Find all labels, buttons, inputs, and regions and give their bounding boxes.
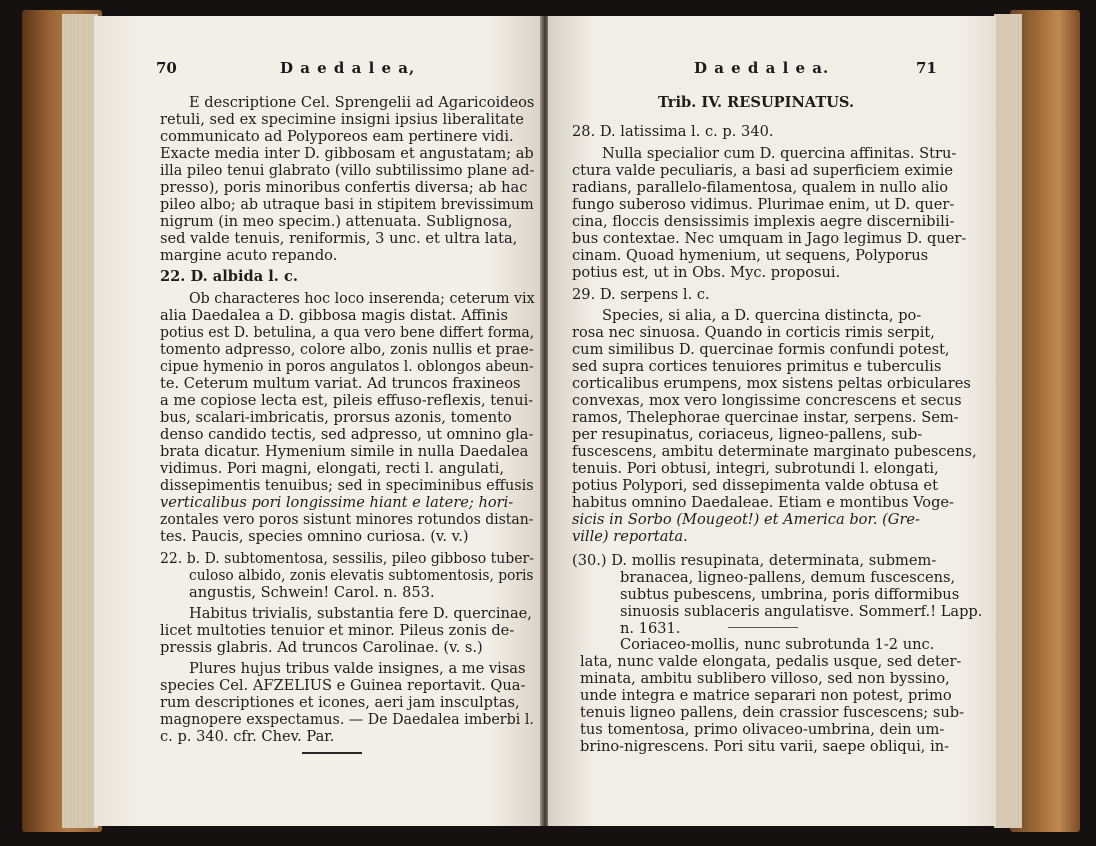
text-line: ctura valde peculiaris, a basi ad superficiem eximie [572,162,954,179]
text-line: fuscescens, ambitu determinate marginato pubescens, [572,443,977,460]
page-number-left: 70 [156,59,177,77]
separator-rule [728,627,798,628]
text-line: brata dicatur. Hymenium simile in nulla Daedalea [160,443,529,460]
text-line: retuli, sed ex specimine insigni ipsius liberalitate [160,111,524,128]
end-rule [302,752,362,754]
text-line: te. Ceterum multum variat. Ad truncos fraxineos [160,375,521,392]
text-line: alia Daedalea a D. gibbosa magis distat. Affinis [160,307,508,324]
text-line: Habitus trivialis, substantia fere D. quercinae, [189,605,532,622]
text-line: cina, floccis densissimis implexis aegre discernibili- [572,213,955,230]
text-line: nigrum (in meo specim.) attenuata. Sublignosa, [160,213,513,230]
text-line: a me copiose lecta est, pileis effuso-reflexis, tenui- [160,392,534,409]
text-line: species Cel. AFZELIUS e Guinea reportavit. Qua- [160,677,526,694]
text-line: culoso albido, zonis elevatis subtomentosis, poris [189,567,534,584]
text-line: communicato ad Polyporeos eam pertinere vidi. [160,128,514,145]
tribe-heading: Trib. IV. RESUPINATUS. [658,94,855,111]
text-line: licet multoties tenuior et minor. Pileus zonis de- [160,622,515,639]
running-head-left: D a e d a l e a, [280,59,416,77]
text-line: cum similibus D. quercinae formis confundi potest, [572,341,950,358]
text-line: presso), poris minoribus confertis diversa; ab hac [160,179,528,196]
text-line: sicis in Sorbo (Mougeot!) et America bor. (Gre- [572,511,920,528]
text-line: tenuis. Pori obtusi, integri, subrotundi l. elongati, [572,460,939,477]
text-line: denso candido tectis, sed adpresso, ut omnino gla- [160,426,534,443]
species-heading: 29. D. serpens l. c. [572,286,710,303]
text-line: Species, si alia, a D. quercina distincta, po- [602,307,922,324]
species-heading: 22. b. D. subtomentosa, sessilis, pileo gibboso tuber- [160,550,534,567]
text-line: ramos, Thelephorae quercinae instar, serpens. Sem- [572,409,959,426]
text-line: cipue hymenio in poros angulatos l. oblongos abeun- [160,358,534,375]
text-line: fungo suberoso vidimus. Plurimae enim, ut D. quer- [572,196,955,213]
text-line: ville) reportata. [572,528,688,545]
text-line: n. 1631. [620,620,681,637]
text-line: per resupinatus, coriaceus, ligneo-pallens, sub- [572,426,923,443]
text-line: tes. Paucis, species omnino curiosa. (v. v.) [160,528,469,545]
text-line: sed supra cortices tenuiores primitus e tuberculis [572,358,942,375]
left-page [94,16,542,826]
right-page [548,16,996,826]
text-line: Nulla specialior cum D. quercina affinitas. Stru- [602,145,957,162]
text-line: convexas, mox vero longissime concrescens et secus [572,392,962,409]
text-line: brino-nigrescens. Pori situ varii, saepe obliqui, in- [580,738,950,755]
running-head-right: D a e d a l e a. [694,59,830,77]
text-line: tus tomentosa, primo olivaceo-umbrina, dein um- [580,721,945,738]
text-line: bus, scalari-imbricatis, prorsus azonis, tomento [160,409,512,426]
text-line: potius est D. betulina, a qua vero bene differt forma, [160,324,535,341]
text-line: Plures hujus tribus valde insignes, a me visas [189,660,526,677]
text-line: sed valde tenuis, reniformis, 3 unc. et ultra lata, [160,230,518,247]
text-line: pileo albo; ab utraque basi in stipitem brevissimum [160,196,534,213]
text-line: potius Polypori, sed dissepimenta valde obtusa et [572,477,938,494]
text-line: rosa nec sinuosa. Quando in corticis rimis serpit, [572,324,935,341]
text-line: bus contextae. Nec umquam in Jago legimus D. quer- [572,230,967,247]
page-edges-right [994,14,1022,828]
text-line: unde integra e matrice separari non potest, primo [580,687,952,704]
text-line: verticalibus pori longissime hiant e latere; hori- [160,494,514,511]
text-line: radians, parallelo-filamentosa, qualem in nullo alio [572,179,949,196]
text-line: magnopere exspectamus. — De Daedalea imberbi l. [160,711,534,728]
text-line: tomento adpresso, colore albo, zonis nullis et prae- [160,341,534,358]
text-line: subtus pubescens, umbrina, poris difformibus [620,586,960,603]
page-number-right: 71 [916,59,937,77]
text-line: E descriptione Cel. Sprengelii ad Agaricoideos [189,94,535,111]
text-line: illa pileo tenui glabrato (villo subtilissimo plane ad- [160,162,535,179]
text-line: dissepimentis tenuibus; sed in speciminibus effusis [160,477,534,494]
text-line: corticalibus erumpens, mox sistens peltas orbiculares [572,375,971,392]
text-line: angustis, Schwein! Carol. n. 853. [189,584,435,601]
text-line: vidimus. Pori magni, elongati, recti l. angulati, [160,460,505,477]
text-line: zontales vero poros sistunt minores rotundos distan- [160,511,534,528]
text-line: margine acuto repando. [160,247,338,264]
text-line: cinam. Quoad hymenium, ut sequens, Polyporus [572,247,929,264]
page-edges-left [62,14,98,828]
text-line: habitus omnino Daedaleae. Etiam e montibus Voge- [572,494,954,511]
text-line: minata, ambitu sublibero villoso, sed non byssino, [580,670,950,687]
text-line: Ob characteres hoc loco inserenda; ceterum vix [189,290,535,307]
text-line: branacea, ligneo-pallens, demum fuscescens, [620,569,956,586]
text-line: tenuis ligneo pallens, dein crassior fuscescens; sub- [580,704,964,721]
text-line: sinuosis sublaceris angulatisve. Sommerf.! Lapp. [620,603,983,620]
species-heading: 28. D. latissima l. c. p. 340. [572,123,774,140]
text-line: potius est, ut in Obs. Myc. proposui. [572,264,841,281]
text-line: rum descriptiones et icones, aeri jam insculptas, [160,694,520,711]
species-heading: (30.) D. mollis resupinata, determinata, submem- [572,552,937,569]
text-line: lata, nunc valde elongata, pedalis usque, sed deter- [580,653,962,670]
text-line: c. p. 340. cfr. Chev. Par. [160,728,335,745]
text-line: Exacte media inter D. gibbosam et angustatam; ab [160,145,534,162]
text-line: pressis glabris. Ad truncos Carolinae. (v. s.) [160,639,483,656]
text-line: Coriaceo-mollis, nunc subrotunda 1-2 unc. [620,636,935,653]
species-heading: 22. D. albida l. c. [160,268,298,285]
